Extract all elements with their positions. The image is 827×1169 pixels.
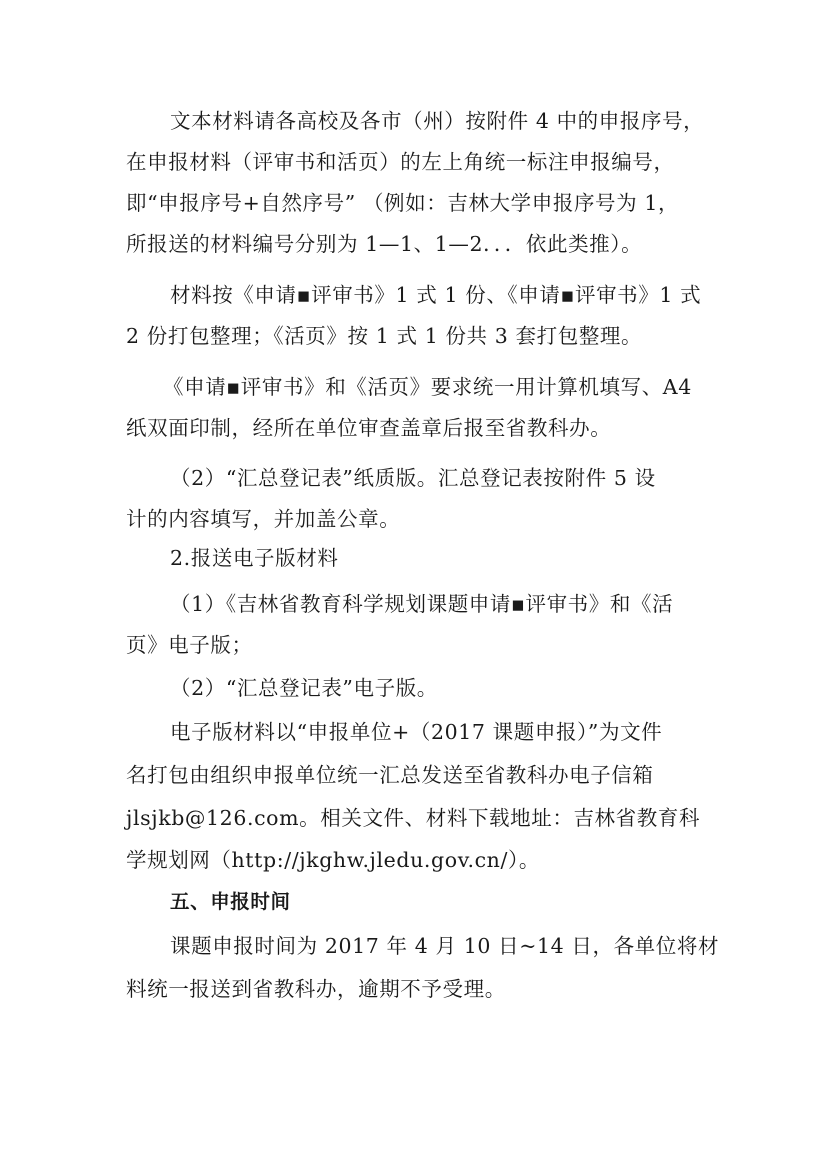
paragraph-line: 《申请▪评审书》和《活页》要求统一用计算机填写、A4 <box>163 375 692 399</box>
paragraph-line: 在申报材料（评审书和活页）的左上角统一标注申报编号， <box>126 150 675 174</box>
paragraph-line: 材料按《申请▪评审书》1 式 1 份、《申请▪评审书》1 式 <box>170 283 702 307</box>
paragraph-line: 计的内容填写，并加盖公章。 <box>126 507 401 531</box>
paragraph-line: 页》电子版； <box>126 633 253 657</box>
paragraph-line: 名打包由组织申报单位统一汇总发送至省教科办电子信箱 <box>126 763 654 787</box>
paragraph-line: 纸双面印制，经所在单位审查盖章后报至省教科办。 <box>126 416 612 440</box>
paragraph-line: （1）《吉林省教育科学规划课题申请▪评审书》和《活 <box>170 592 674 616</box>
paragraph-line: 即“申报序号+自然序号” （例如：吉林大学申报序号为 1， <box>126 191 680 215</box>
paragraph-line: 电子版材料以“申报单位+（2017 课题申报）”为文件 <box>170 720 663 744</box>
paragraph-line: 2 份打包整理；《活页》按 1 式 1 份共 3 套打包整理。 <box>126 324 643 348</box>
paragraph-line: jlsjkb@126.com。相关文件、材料下载地址：吉林省教育科 <box>126 806 701 830</box>
section-heading: 五、申报时间 <box>170 890 291 913</box>
section-subheading: 2.报送电子版材料 <box>170 546 339 570</box>
paragraph-line: 学规划网（http://jkghw.jledu.gov.cn/）。 <box>126 848 540 872</box>
paragraph-line: （2）“汇总登记表”纸质版。汇总登记表按附件 5 设 <box>170 466 656 490</box>
paragraph-line: 文本材料请各高校及各市（州）按附件 4 中的申报序号， <box>170 109 705 133</box>
paragraph-line: 课题申报时间为 2017 年 4 月 10 日~14 日，各单位将材 <box>170 934 720 958</box>
paragraph-line: 料统一报送到省教科办，逾期不予受理。 <box>126 977 506 1001</box>
paragraph-line: （2）“汇总登记表”电子版。 <box>170 676 438 700</box>
paragraph-line: 所报送的材料编号分别为 1—1、1—2．．．依此类推）。 <box>126 232 643 256</box>
